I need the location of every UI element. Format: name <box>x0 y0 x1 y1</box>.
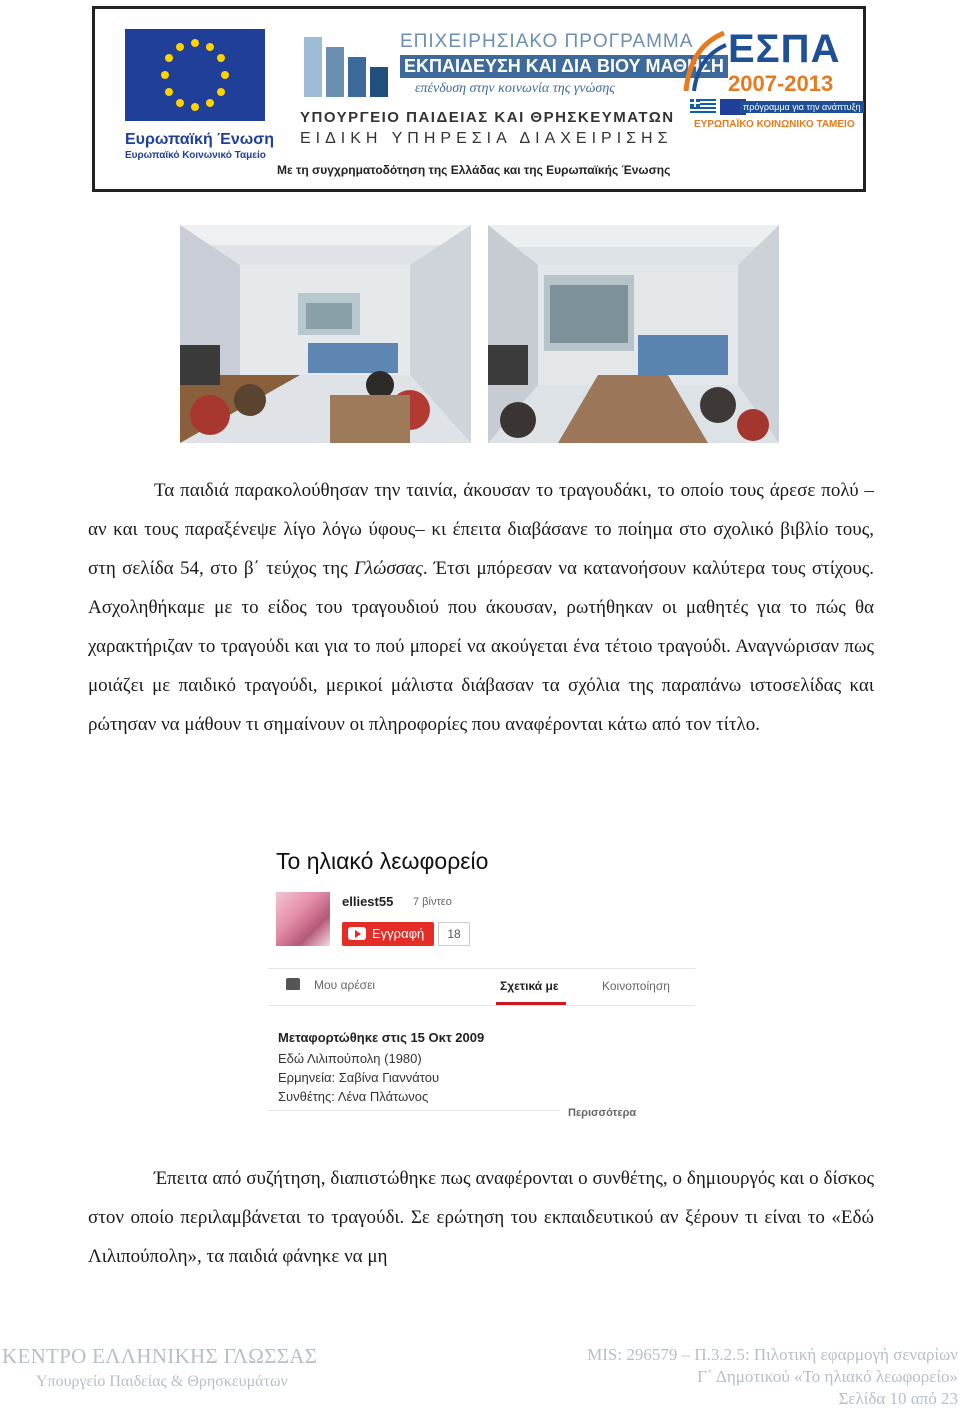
description-line: Συνθέτης: Λένα Πλάτωνος <box>278 1089 429 1104</box>
tab-share[interactable]: Κοινοποίηση <box>602 979 670 993</box>
footer-left <box>2 1344 317 1391</box>
program-line1: ΕΠΙΧΕΙΡΗΣΙΑΚΟ ΠΡΟΓΡΑΜΜΑ <box>400 31 694 52</box>
subscriber-count: 18 <box>438 922 470 946</box>
ministry-block <box>300 109 675 148</box>
footer-org: ΚΕΝΤΡΟ ΕΛΛΗΝΙΚΗΣ ΓΛΩΣΣΑΣ <box>2 1344 318 1368</box>
footer-right <box>587 1344 958 1410</box>
espa-logo <box>680 27 861 137</box>
espa-tag: πρόγραμμα για την ανάπτυξη <box>740 101 864 113</box>
program-logo <box>300 27 724 113</box>
channel-video-count: 7 βίντεο <box>413 896 452 908</box>
paragraph1-part1: Τα παιδιά παρακολούθησαν την ταινία, άκουσαν το τραγουδάκι, το οποίο τους άρεσε πολύ –αν και τους παραξένεψε λίγο λόγω ύφους– κι έπειτα διαβάσανε το ποίημα στο σχολικό βιβλίο τους, στη σελίδα 54, στο β΄ τεύχος της <box>88 480 874 579</box>
eu-name-block <box>125 131 295 163</box>
eu-name-text: Ευρωπαϊκή Ένωση <box>125 131 274 148</box>
program-slogan: επένδυση στην κοινωνία της γνώσης <box>415 81 615 96</box>
paragraph1-part2: . Έτσι μπόρεσαν να κατανοήσουν καλύτερα τους στίχους. Ασχοληθήκαμε με το είδος του τραγουδιού που άκουσαν, ρωτήθηκαν οι μαθητές για το πώς θα χαρακτήριζαν το τραγούδι και για το πού μπορεί να ακούγεται ένα τέτοιο τραγούδι. Αναγνώρισαν πως μοιάζει με παιδικό τραγούδι, μερικοί μάλιστα διάβασαν τα σχόλια της παραπάνω ιστοσελίδας και ρώτησαν να μάθουν τι σημαίνουν οι πληροφορίες που αναφέρονται κάτω από τον τίτλο. <box>88 558 875 735</box>
program-line2: ΕΚΠΑΙΔΕΥΣΗ ΚΑΙ ΔΙΑ ΒΙΟΥ ΜΑΘΗΣΗ <box>400 55 728 78</box>
video-description <box>278 1049 439 1106</box>
paragraph1-italic-title: Γλώσσας <box>354 558 423 579</box>
footer-ministry: Υπουργείο Παιδείας & Θρησκευμάτων <box>36 1373 288 1390</box>
tab-about[interactable]: Σχετικά με <box>500 979 559 993</box>
show-more-button[interactable]: Περισσότερα <box>568 1107 637 1119</box>
upload-date: Μεταφορτώθηκε στις 15 Οκτ 2009 <box>278 1030 485 1045</box>
classroom-photo-2 <box>488 225 779 443</box>
divider <box>268 968 695 969</box>
espa-fund: ΕΥΡΩΠΑΪΚΟ ΚΟΙΝΩΝΙΚΟ ΤΑΜΕΙΟ <box>694 119 855 130</box>
footer-scenario: Γ΄ Δημοτικού «Το ηλιακό λεωφορείο» <box>697 1367 958 1386</box>
espa-swoosh-icon <box>680 27 730 97</box>
divider <box>268 1005 695 1006</box>
subscribe-button[interactable] <box>342 922 434 946</box>
footer-mis: MIS: 296579 – Π.3.2.5: Πιλοτική εφαρμογή σεναρίων <box>587 1345 958 1364</box>
paragraph2-text: Έπειτα από συζήτηση, διαπιστώθηκε πως αναφέρονται ο συνθέτης, ο δημιουργός και ο δίσκος στον οποίο περιλαμβάνεται το τραγούδι. Σε ερώτηση του εκπαιδευτικού αν ξέρουν τι είναι το «Εδώ Λιλιπούπολη», τα παιδιά φάνηκε να μη <box>88 1168 874 1267</box>
body-paragraph-2 <box>88 1159 874 1276</box>
greek-flag-icon <box>690 99 716 115</box>
classroom-photo-1 <box>180 225 471 443</box>
video-title: Το ηλιακό λεωφορείο <box>276 848 489 874</box>
divider <box>268 1110 560 1111</box>
program-emblem-icon <box>300 31 396 101</box>
service-name: ΕΙΔΙΚΗ ΥΠΗΡΕΣΙΑ ΔΙΑΧΕΙΡΙΣΗΣ <box>300 130 673 147</box>
description-line: Εδώ Λιλιπούπολη (1980) <box>278 1051 422 1066</box>
like-button[interactable] <box>286 978 375 992</box>
channel-avatar[interactable] <box>276 892 330 946</box>
espa-title: ΕΣΠΑ <box>728 27 841 71</box>
page-number: Σελίδα 10 από 23 <box>838 1389 958 1408</box>
ministry-name: ΥΠΟΥΡΓΕΙΟ ΠΑΙΔΕΙΑΣ ΚΑΙ ΘΡΗΣΚΕΥΜΑΤΩΝ <box>300 109 675 126</box>
body-paragraph-1 <box>88 471 874 744</box>
cofunding-text: Με τη συγχρηματοδότηση της Ελλάδας και της Ευρωπαϊκής Ένωσης <box>277 163 671 177</box>
youtube-screenshot <box>268 838 695 1128</box>
like-label: Μου αρέσει <box>314 978 376 992</box>
thumbs-up-icon <box>286 978 300 990</box>
header-banner <box>92 6 866 192</box>
channel-name[interactable]: elliest55 <box>342 894 394 909</box>
eu-flag-logo <box>125 29 265 121</box>
espa-years: 2007-2013 <box>728 71 834 96</box>
description-line: Ερμηνεία: Σαβίνα Γιαννάτου <box>278 1070 440 1085</box>
youtube-play-icon <box>348 927 366 940</box>
eu-fund-text: Ευρωπαϊκό Κοινωνικό Ταμείο <box>125 150 266 161</box>
subscribe-label: Εγγραφή <box>372 926 425 941</box>
